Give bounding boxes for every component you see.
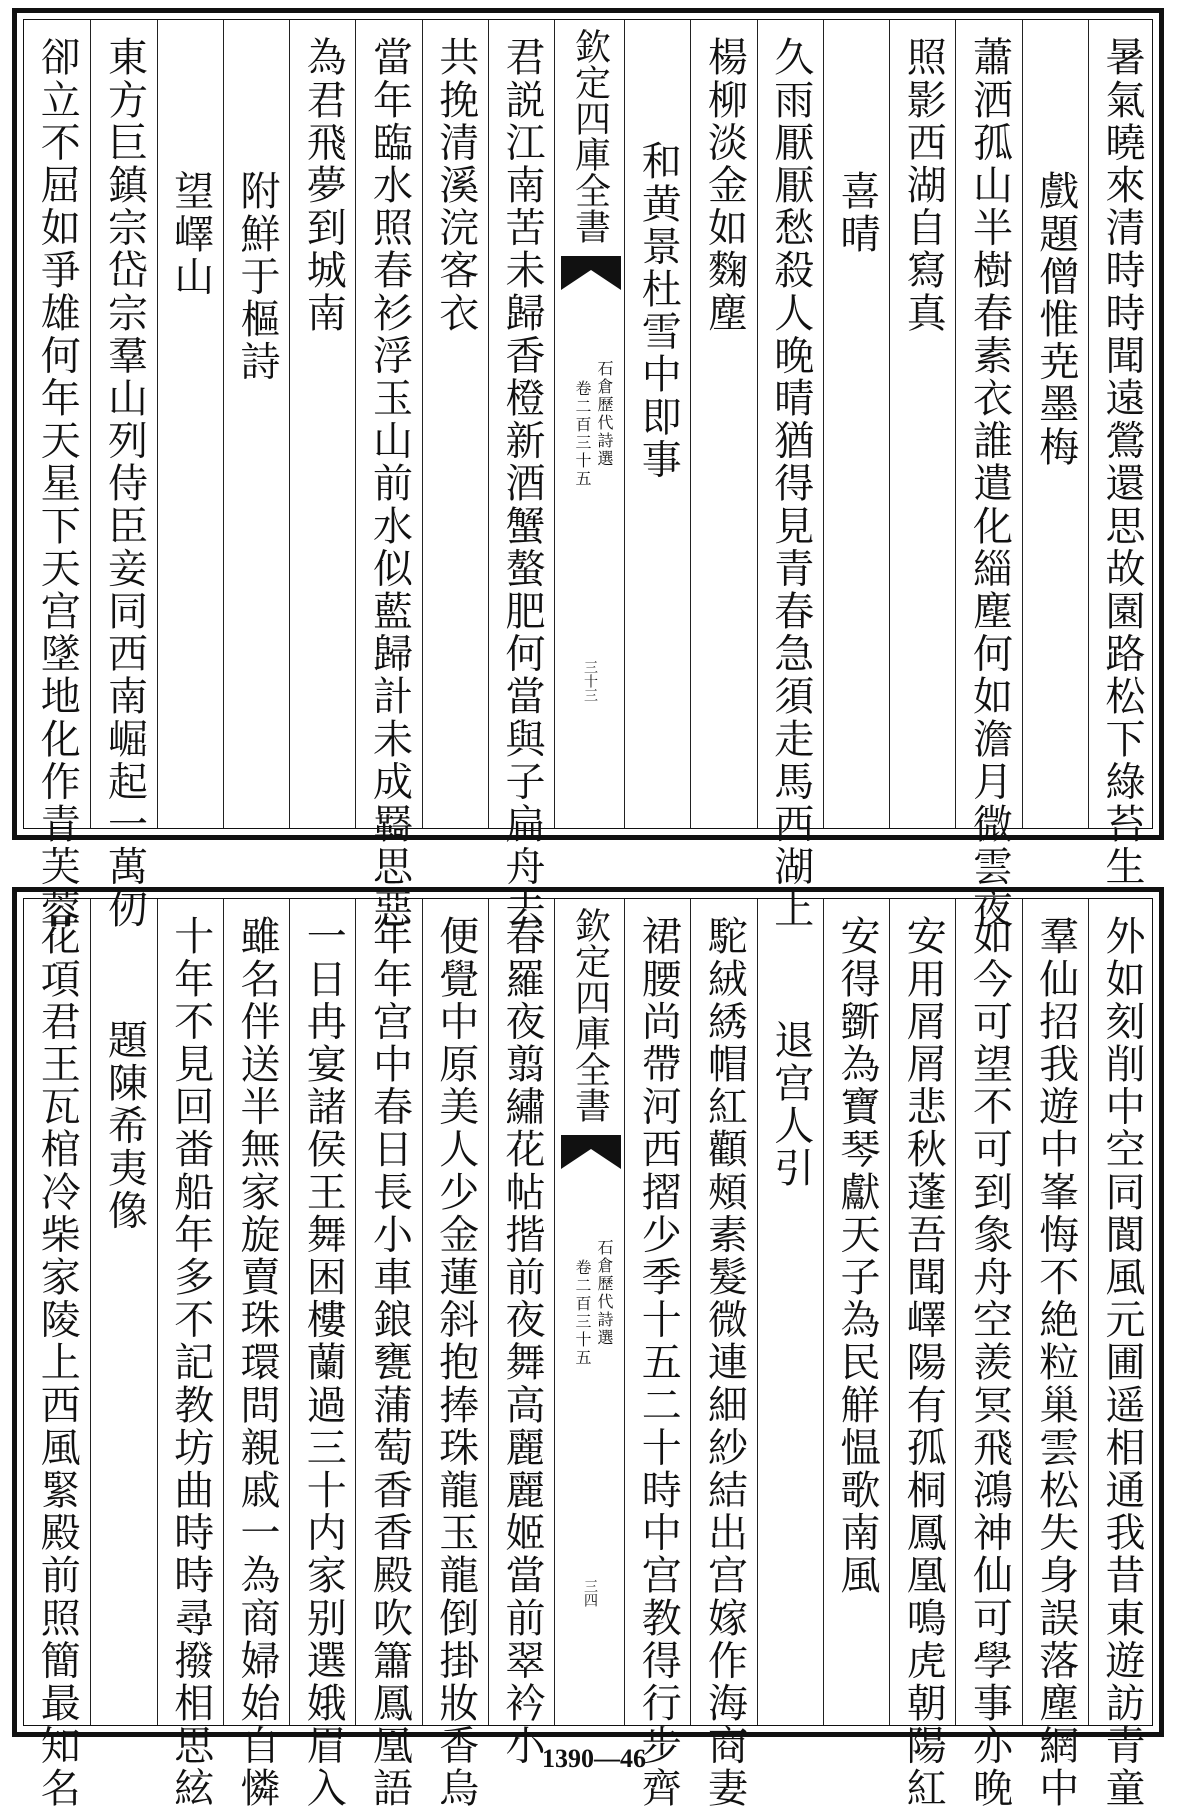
text-column [690, 899, 756, 1810]
text-column [690, 20, 756, 828]
text-column [757, 899, 823, 1725]
text-column [90, 20, 156, 931]
top-page [12, 8, 1164, 931]
column-text: 蕭洒孤山半樹春素衣誰遣化緇塵何如澹月微雲夜 [966, 36, 1013, 931]
text-column [955, 899, 1021, 1810]
column-text: 春羅夜翦繡花帖揩前夜舞高麗麗姬當前翠衿小 [499, 915, 545, 1767]
column-text: 外如刻削中空同閬風元圃遥相通我昔東遊訪青童 [1099, 915, 1145, 1810]
center-page-number: 三四 [582, 1579, 598, 1607]
center-page-number: 三十三 [582, 660, 598, 702]
text-column [955, 20, 1021, 931]
text-column [823, 899, 889, 1725]
fish-tail-mark-icon [561, 1135, 621, 1169]
text-column [223, 20, 289, 828]
column-text: 君説江南苦未歸香橙新酒蟹螯肥何當與子扁舟去 [499, 36, 545, 931]
column-text: 年年宫中春日長小車鋃甕蒲萄香香殿吹簫鳳凰語 [366, 915, 413, 1810]
column-text: 卻立不屈如爭雄何年天星下天宫墜地化作青芙蓉 [34, 36, 81, 931]
column-text: 望嶧山 [167, 170, 214, 298]
column-text: 雖名伴送半無家旋賣珠環問親戚一為商婦始自憐 [234, 915, 280, 1810]
text-column [157, 899, 223, 1810]
text-column [757, 20, 823, 931]
text-column [24, 899, 90, 1810]
text-column [289, 899, 355, 1810]
column-text: 附鮮于樞詩 [234, 170, 280, 383]
text-column [24, 20, 90, 931]
text-column [889, 20, 955, 828]
center-book-title: 石倉歷代詩選 [595, 360, 614, 468]
text-column [223, 899, 289, 1810]
center-head-title: 欽定四庫全書 [569, 28, 611, 244]
text-column [1088, 20, 1154, 888]
column-text: 便覺中原美人少金蓮斜抱捧珠龍玉龍倒掛妝香烏 [432, 915, 479, 1810]
center-margin-column [554, 20, 624, 828]
fish-tail-mark-icon [561, 256, 621, 290]
page-footer-number: 1390—46 [542, 1744, 646, 1773]
text-column [289, 20, 355, 828]
column-text: 題陳希夷像 [101, 1019, 148, 1232]
column-text: 羣仙招我遊中峯悔不絶粒巢雲松失身誤落塵網中 [1032, 915, 1079, 1810]
column-text: 裙腰尚帶河西摺少季十五二十時中宫教得行步齊 [635, 915, 682, 1810]
text-column [488, 899, 554, 1767]
center-volume: 卷二百三十五 [573, 380, 592, 488]
text-column [422, 20, 488, 828]
column-text: 如今可望不可到𧰼舟空羨冥飛鴻神仙可學事亦晚 [966, 915, 1013, 1810]
text-column [624, 899, 690, 1810]
column-text: 為君飛夢到城南 [300, 36, 347, 335]
top-page-text-frame [23, 19, 1153, 931]
column-text: 當年臨水照春衫浮玉山前水似藍歸計未成羇思惡 [366, 36, 413, 931]
center-head-title: 欽定四庫全書 [569, 907, 611, 1123]
column-text: 照影西湖自寫真 [900, 36, 947, 335]
column-text: 花項君王瓦棺冷柴家陵上西風緊殿前照簡最知名 [34, 915, 81, 1810]
column-text: 安用屑屑悲秋蓬吾聞嶧陽有孤桐鳳凰鳴虎朝陽紅 [900, 915, 947, 1810]
column-text: 駝絨綉帽紅顴頰素髮微連細紗結出宫嫁作海商妻 [701, 915, 748, 1810]
column-text: 退宫人引 [767, 1019, 814, 1190]
column-text: 一日冉宴諸侯王舞困樓蘭過三十内家别選娥眉入 [300, 915, 347, 1810]
center-volume: 卷二百三十五 [573, 1259, 592, 1367]
column-text: 東方巨鎮宗岱宗羣山列侍臣妾同西南崛起一萬仞 [101, 36, 148, 931]
column-text: 和黄景杜雪中即事 [635, 140, 682, 481]
text-column [1022, 20, 1088, 828]
text-column [355, 20, 421, 931]
text-column [1088, 899, 1154, 1810]
text-column [355, 899, 421, 1810]
column-text: 楊柳淡金如麴塵 [701, 36, 748, 335]
text-column [1022, 899, 1088, 1810]
text-column [624, 20, 690, 828]
column-text: 久雨厭厭愁殺人晚晴猶得見青春急須走馬西湖上 [767, 36, 814, 931]
column-text: 安得斵為寶琴獻天子為民觧愠歌南風 [834, 915, 880, 1597]
text-column [823, 20, 889, 828]
column-text: 暑氣曉來清時時聞遠鶯還思故園路松下綠苔生 [1099, 36, 1145, 888]
text-column [488, 20, 554, 931]
column-text: 戲題僧惟尭墨梅 [1032, 170, 1079, 469]
text-column [889, 899, 955, 1810]
column-text: 喜晴 [834, 170, 880, 256]
text-column [422, 899, 488, 1810]
column-text: 共挽清溪浣客衣 [432, 36, 479, 335]
column-text: 十年不見回畨船年多不記教坊曲時時尋撥相思絃 [167, 915, 214, 1810]
text-column [90, 899, 156, 1725]
text-column [157, 20, 223, 828]
center-margin-column [554, 899, 624, 1725]
center-book-title: 石倉歷代詩選 [595, 1239, 614, 1347]
